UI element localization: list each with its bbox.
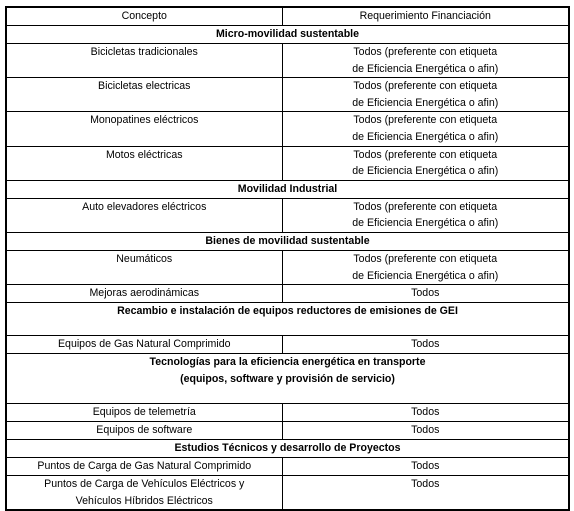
concept-cell xyxy=(6,44,282,78)
section-row xyxy=(6,303,569,336)
table-row xyxy=(6,44,569,78)
requirement-text: Todos (preferente con etiqueta xyxy=(353,252,498,265)
requirement-text: Todos (preferente con etiqueta xyxy=(353,46,498,58)
table-row xyxy=(6,476,569,511)
header-requerimiento: Requerimiento Financiación xyxy=(282,7,569,26)
requirement-cell xyxy=(282,44,569,78)
concept-text: Bicicletas electricas xyxy=(98,80,191,93)
concept-text: Puntos de Carga de Gas Natural Comprimido xyxy=(37,460,252,473)
table-row xyxy=(6,112,569,146)
table-row xyxy=(6,146,569,180)
requirement-cell xyxy=(282,404,569,422)
section-title: Bienes de movilidad sustentable xyxy=(6,232,569,250)
concept-text: Bicicletas tradicionales xyxy=(90,46,198,58)
section-row xyxy=(6,26,569,44)
concept-text: Vehículos Híbridos Eléctricos xyxy=(75,494,213,507)
requirement-cell xyxy=(282,458,569,476)
concept-cell xyxy=(6,78,282,112)
concept-cell xyxy=(6,336,282,354)
requirement-text: Todos xyxy=(411,424,440,437)
requirement-text: Todos (preferente con etiqueta xyxy=(353,114,498,127)
requirement-cell xyxy=(282,336,569,354)
concept-cell xyxy=(6,250,282,284)
requirement-text: de Eficiencia Energética o afin) xyxy=(352,217,499,230)
concept-cell xyxy=(6,112,282,146)
concept-text: Puntos de Carga de Vehículos Eléctricos y xyxy=(44,478,245,491)
concept-cell xyxy=(6,458,282,476)
requirement-text: de Eficiencia Energética o afin) xyxy=(352,96,499,109)
requirement-text: Todos (preferente con etiqueta xyxy=(353,200,498,213)
concept-text: Equipos de telemetría xyxy=(92,406,196,419)
concept-cell xyxy=(6,198,282,232)
requirement-cell xyxy=(282,146,569,180)
requirement-text: de Eficiencia Energética o afin) xyxy=(352,62,499,75)
table-row xyxy=(6,250,569,284)
requirement-cell xyxy=(282,285,569,303)
header-concepto: Concepto xyxy=(6,7,282,26)
section-row xyxy=(6,232,569,250)
table-row xyxy=(6,198,569,232)
requirement-text: Todos xyxy=(411,406,440,419)
concept-cell xyxy=(6,146,282,180)
header-row xyxy=(6,7,569,26)
concept-text: Equipos de Gas Natural Comprimido xyxy=(57,338,231,351)
section-title: Micro-movilidad sustentable xyxy=(6,26,569,44)
concept-text: Equipos de software xyxy=(96,424,193,437)
requirement-cell xyxy=(282,198,569,232)
table-row xyxy=(6,285,569,303)
financing-table-container xyxy=(5,6,570,511)
requirement-text: Todos xyxy=(411,338,440,351)
requirement-cell xyxy=(282,422,569,440)
table-row xyxy=(6,458,569,476)
section-title: Movilidad Industrial xyxy=(6,180,569,198)
requirement-text: Todos (preferente con etiqueta xyxy=(353,148,498,161)
requirement-text: de Eficiencia Energética o afin) xyxy=(352,165,499,178)
section-row xyxy=(6,180,569,198)
table-row xyxy=(6,422,569,440)
requirement-text: de Eficiencia Energética o afin) xyxy=(352,130,499,143)
requirement-cell xyxy=(282,476,569,511)
requirement-text: Todos xyxy=(411,287,440,300)
concept-text: Motos eléctricas xyxy=(105,148,183,161)
section-row xyxy=(6,354,569,404)
section-row xyxy=(6,440,569,458)
section-title: Tecnologías para la eficiencia energética en transporte (equipos, software y provisión de servicio) xyxy=(6,354,569,404)
table-row xyxy=(6,404,569,422)
concept-cell xyxy=(6,422,282,440)
requirement-text: Todos xyxy=(411,460,440,473)
concept-text: Neumáticos xyxy=(116,252,173,265)
concept-cell xyxy=(6,404,282,422)
requirement-text: Todos xyxy=(411,478,440,491)
requirement-text: Todos (preferente con etiqueta xyxy=(353,80,498,93)
requirement-cell xyxy=(282,250,569,284)
table-row xyxy=(6,336,569,354)
section-title: Recambio e instalación de equipos reductores de emisiones de GEI xyxy=(6,303,569,336)
table-row xyxy=(6,78,569,112)
financing-requirements-table xyxy=(5,6,570,511)
concept-text: Monopatines eléctricos xyxy=(90,114,199,127)
requirement-cell xyxy=(282,112,569,146)
concept-text: Auto elevadores eléctricos xyxy=(82,200,207,213)
requirement-text: de Eficiencia Energética o afin) xyxy=(352,269,499,282)
concept-cell xyxy=(6,285,282,303)
section-title: Estudios Técnicos y desarrollo de Proyectos xyxy=(6,440,569,458)
concept-text: Mejoras aerodinámicas xyxy=(89,287,200,300)
requirement-cell xyxy=(282,78,569,112)
concept-cell xyxy=(6,476,282,511)
